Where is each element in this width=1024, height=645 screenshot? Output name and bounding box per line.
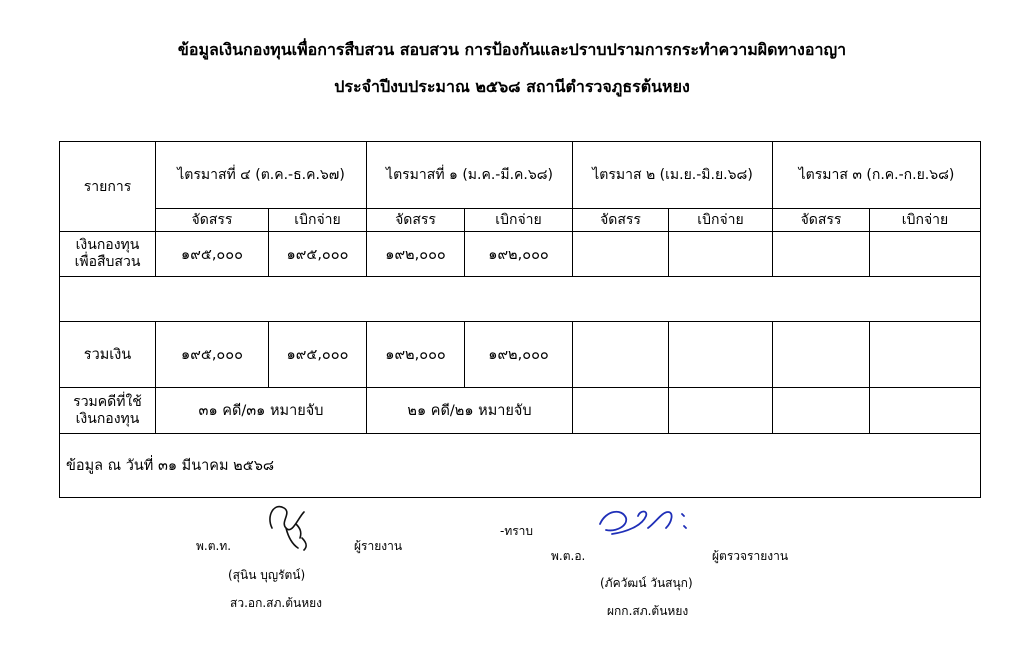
item-header: รายการ: [60, 142, 156, 232]
quarter-header-q3: ไตรมาส ๓ (ก.ค.-ก.ย.๖๘): [773, 142, 981, 209]
quarter-header-q1: ไตรมาสที่ ๑ (ม.ค.-มี.ค.๖๘): [367, 142, 573, 209]
disbursed-header: เบิกจ่าย: [669, 209, 773, 232]
table-cell: [773, 232, 870, 277]
cases-row: [60, 388, 981, 434]
reviewer-role: ผู้ตรวจรายงาน: [712, 549, 789, 563]
reviewer-name: (ภัควัฒน์ วันสนุก): [600, 576, 693, 590]
fund-table: [59, 141, 981, 498]
document-title: ข้อมูลเงินกองทุนเพื่อการสืบสวน สอบสวน การป้องกันและปราบปรามการกระทำความผิดทางอาญา: [177, 40, 847, 59]
fund-label-line2: เพื่อสืบสวน: [74, 254, 141, 270]
quarter-header-q2: ไตรมาส ๒ (เม.ย.-มิ.ย.๖๘): [573, 142, 773, 209]
cases-q4: ๓๑ คดี/๓๑ หมายจับ: [156, 388, 367, 434]
as-of-date: ข้อมูล ณ วันที่ ๓๑ มีนาคม ๒๕๖๘: [60, 434, 981, 498]
reviewer-signature: [592, 502, 692, 548]
table-cell: [669, 232, 773, 277]
table-cell: ๑๙๒,๐๐๐: [367, 232, 465, 277]
reporter-rank: พ.ต.ท.: [196, 539, 232, 553]
table-cell: [573, 232, 669, 277]
disbursed-header: เบิกจ่าย: [269, 209, 367, 232]
reviewer-rank: พ.ต.อ.: [551, 549, 586, 563]
subheader-row: [60, 209, 981, 232]
cases-row-label: [60, 388, 156, 434]
fund-row-label: [60, 232, 156, 277]
reporter-signature: [262, 498, 318, 554]
table-cell: [669, 388, 773, 434]
reporter-name: (สุนิน บุญรัตน์): [228, 568, 306, 582]
table-cell: [870, 232, 981, 277]
quarter-header-q4: ไตรมาสที่ ๔ (ต.ค.-ธ.ค.๖๗): [156, 142, 367, 209]
table-cell: ๑๙๕,๐๐๐: [269, 232, 367, 277]
reporter-role: ผู้รายงาน: [354, 539, 403, 553]
allocated-header: จัดสรร: [367, 209, 465, 232]
cases-q1: ๒๑ คดี/๒๑ หมายจับ: [367, 388, 573, 434]
fund-row: [60, 232, 981, 277]
table-cell: [573, 388, 669, 434]
blank-cell: [60, 277, 981, 322]
total-row: [60, 322, 981, 388]
allocated-header: จัดสรร: [156, 209, 269, 232]
reviewer-position: ผกก.สภ.ต้นหยง: [607, 604, 689, 618]
table-cell: ๑๙๕,๐๐๐: [156, 232, 269, 277]
table-cell: ๑๙๕,๐๐๐: [269, 322, 367, 388]
disbursed-header: เบิกจ่าย: [870, 209, 981, 232]
table-cell: ๑๙๒,๐๐๐: [465, 322, 573, 388]
document-subtitle: ประจำปีงบประมาณ ๒๕๖๘ สถานีตำรวจภูธรต้นหยง: [334, 77, 690, 96]
reviewer-note: -ทราบ: [500, 524, 534, 538]
table-cell: [669, 322, 773, 388]
disbursed-header: เบิกจ่าย: [465, 209, 573, 232]
header-row: [60, 142, 981, 209]
table-cell: ๑๙๕,๐๐๐: [156, 322, 269, 388]
as-of-row: [60, 434, 981, 498]
table-cell: ๑๙๒,๐๐๐: [367, 322, 465, 388]
reporter-position: สว.อก.สภ.ต้นหยง: [230, 596, 323, 610]
table-cell: [773, 388, 870, 434]
table-cell: [573, 322, 669, 388]
table-cell: [773, 322, 870, 388]
fund-label-line1: เงินกองทุน: [75, 237, 140, 253]
table-cell: ๑๙๒,๐๐๐: [465, 232, 573, 277]
table-cell: [870, 322, 981, 388]
allocated-header: จัดสรร: [773, 209, 870, 232]
table-cell: [870, 388, 981, 434]
cases-label-line2: เงินกองทุน: [75, 410, 140, 427]
cases-label-line1: รวมคดีที่ใช้: [73, 393, 142, 410]
total-row-label: รวมเงิน: [60, 322, 156, 388]
blank-row: [60, 277, 981, 322]
allocated-header: จัดสรร: [573, 209, 669, 232]
